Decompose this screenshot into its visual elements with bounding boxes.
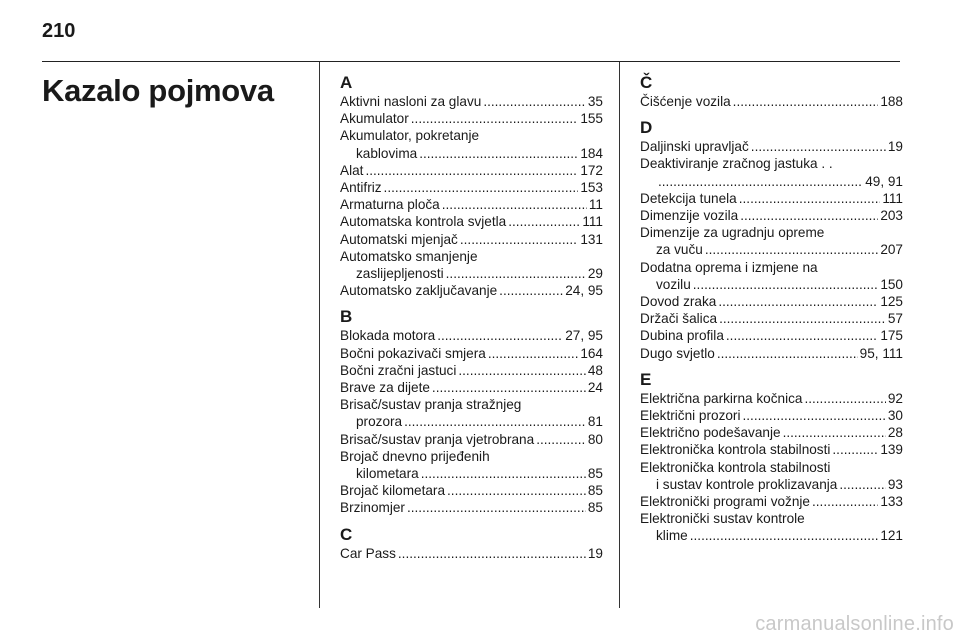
- letter-heading: C: [340, 524, 353, 544]
- dot-leader: [442, 196, 587, 213]
- entry-term: Dimenzije vozila: [640, 208, 739, 224]
- entry-page-ref[interactable]: 175: [880, 328, 903, 344]
- letter-heading: B: [340, 307, 353, 327]
- index-entry: [640, 138, 903, 155]
- entry-term: Dovod zraka: [640, 294, 717, 310]
- letter-heading: E: [640, 369, 652, 389]
- entry-term: i sustav kontrole proklizavanja: [656, 476, 838, 492]
- entry-page-ref[interactable]: 49, 91: [865, 173, 903, 189]
- dot-leader: [804, 390, 885, 407]
- index-entry: [340, 231, 603, 248]
- dot-leader: [740, 207, 878, 224]
- column-divider: [619, 62, 620, 608]
- dot-leader: [446, 265, 586, 282]
- index-entry: [340, 110, 603, 127]
- entry-term: Brzinomjer: [340, 500, 405, 516]
- page-title: Kazalo pojmova: [42, 73, 274, 108]
- dot-leader: [460, 231, 578, 248]
- dot-leader: [717, 345, 858, 362]
- entry-term: Dugo svjetlo: [640, 345, 715, 361]
- entry-term: Automatska kontrola svjetla: [340, 214, 507, 230]
- index-entry: [640, 345, 903, 362]
- dot-leader: [719, 310, 886, 327]
- entry-page-ref[interactable]: 19: [887, 139, 903, 155]
- index-entry: [640, 293, 903, 310]
- dot-leader: [693, 276, 879, 293]
- dot-leader: [718, 293, 878, 310]
- entry-term: Aktivni nasloni za glavu: [340, 94, 482, 109]
- entry-page-ref[interactable]: 188: [880, 94, 903, 109]
- index-entry: [640, 207, 903, 224]
- entry-page-ref[interactable]: 111: [582, 214, 603, 230]
- entry-term: zaslijepljenosti: [356, 266, 444, 282]
- index-entry: [640, 93, 903, 110]
- index-entry: [640, 310, 903, 327]
- column-divider: [319, 62, 320, 608]
- letter-heading: A: [340, 73, 353, 92]
- dot-leader: [488, 345, 578, 362]
- entry-term: Bočni pokazivači smjera: [340, 345, 486, 361]
- dot-leader: [751, 138, 886, 155]
- dot-leader: [690, 527, 879, 544]
- index-entry: [340, 499, 603, 516]
- index-entry: [340, 93, 603, 110]
- entry-term: prozora: [356, 414, 403, 430]
- entry-term: Daljinski upravljač: [640, 139, 749, 155]
- index-entry: [340, 545, 603, 562]
- dot-leader: [437, 327, 563, 344]
- entry-page-ref[interactable]: 164: [580, 345, 603, 361]
- entry-term: Dodatna oprema i izmjene na: [640, 259, 818, 275]
- entry-term: Brojač dnevno prijeđenih: [340, 448, 490, 464]
- dot-leader: [832, 441, 878, 458]
- entry-term: Automatsko smanjenje: [340, 248, 478, 264]
- entry-page-ref[interactable]: 81: [587, 414, 603, 430]
- dot-leader: [421, 465, 586, 482]
- dot-leader: [705, 241, 878, 258]
- entry-term: Blokada motora: [340, 328, 436, 344]
- dot-leader: [783, 424, 886, 441]
- entry-term: klime: [656, 528, 688, 544]
- entry-page-ref[interactable]: 184: [580, 145, 603, 161]
- entry-page-ref[interactable]: 92: [887, 390, 903, 406]
- dot-leader: [407, 499, 586, 516]
- dot-leader: [483, 93, 586, 110]
- entry-term: Armaturna ploča: [340, 197, 440, 213]
- entry-page-ref[interactable]: 125: [880, 294, 903, 310]
- entry-page-ref[interactable]: 57: [887, 311, 903, 327]
- dot-leader: [432, 379, 586, 396]
- entry-page-ref[interactable]: 85: [587, 483, 603, 499]
- entry-term: Elektronička kontrola stabilnosti: [640, 442, 831, 458]
- entry-page-ref[interactable]: 150: [880, 276, 903, 292]
- entry-term: Brave za dijete: [340, 380, 430, 396]
- letter-heading: D: [640, 118, 653, 138]
- index-entry: [640, 510, 903, 544]
- index-entry: [340, 327, 603, 344]
- index-entry: [640, 155, 903, 189]
- dot-leader: [458, 362, 586, 379]
- entry-page-ref[interactable]: 111: [882, 190, 903, 206]
- dot-leader: [726, 327, 878, 344]
- entry-page-ref[interactable]: 19: [587, 545, 603, 561]
- entry-page-ref[interactable]: 80: [587, 431, 603, 447]
- entry-page-ref[interactable]: 24, 95: [565, 283, 603, 299]
- index-entry: [340, 362, 603, 379]
- entry-term: vozilu: [656, 276, 691, 292]
- watermark: carmanualsonline.info: [755, 613, 954, 635]
- entry-page-ref[interactable]: 35: [587, 94, 603, 109]
- entry-term: Brisač/sustav pranja vjetrobrana: [340, 431, 535, 447]
- index-entry: [340, 396, 603, 430]
- index-entry: [340, 282, 603, 299]
- dot-leader: [384, 179, 579, 196]
- index-entry: [640, 390, 903, 407]
- entry-term: Brojač kilometara: [340, 483, 446, 499]
- entry-term: Elektronički sustav kontrole: [640, 511, 805, 527]
- dot-leader: [499, 282, 563, 299]
- entry-term: Deaktiviranje zračnog jastuka . .: [640, 156, 833, 172]
- entry-page-ref[interactable]: 172: [580, 162, 603, 178]
- entry-page-ref[interactable]: 48: [587, 362, 603, 378]
- index-entry: [640, 327, 903, 344]
- dot-leader: [398, 545, 586, 562]
- entry-term: Elektronički programi vožnje: [640, 494, 810, 510]
- dot-leader: [742, 407, 885, 424]
- entry-page-ref[interactable]: 24: [587, 380, 603, 396]
- entry-term: Električno podešavanje: [640, 425, 781, 441]
- dot-leader: [411, 110, 579, 127]
- entry-term: Električni prozori: [640, 408, 741, 424]
- entry-page-ref[interactable]: 29: [587, 266, 603, 282]
- dot-leader: [508, 213, 580, 230]
- entry-page-ref[interactable]: 30: [887, 408, 903, 424]
- index-column-1: [340, 73, 603, 562]
- index-entry: [640, 424, 903, 441]
- entry-term: za vuču: [656, 242, 703, 258]
- entry-term: Automatski mjenjač: [340, 231, 458, 247]
- index-entry: [340, 213, 603, 230]
- entry-term: Bočni zračni jastuci: [340, 362, 457, 378]
- index-entry: [640, 407, 903, 424]
- entry-page-ref[interactable]: 207: [880, 242, 903, 258]
- entry-page-ref[interactable]: 85: [587, 500, 603, 516]
- entry-term: Akumulator, pokretanje: [340, 128, 480, 144]
- dot-leader: [812, 493, 878, 510]
- index-entry: [340, 196, 603, 213]
- entry-page-ref[interactable]: 133: [880, 494, 903, 510]
- index-column-2: [640, 73, 903, 545]
- index-entry: [340, 345, 603, 362]
- dot-leader: [365, 162, 578, 179]
- dot-leader: [839, 476, 886, 493]
- entry-page-ref[interactable]: 93: [887, 476, 903, 492]
- dot-leader: [536, 431, 586, 448]
- index-entry: [340, 162, 603, 179]
- entry-page-ref[interactable]: 153: [580, 180, 603, 196]
- entry-term: Držači šalica: [640, 311, 718, 327]
- entry-term: Brisač/sustav pranja stražnjeg: [340, 397, 522, 413]
- index-entry: [340, 248, 603, 282]
- entry-term: Antifriz: [340, 180, 382, 196]
- entry-term: Čišćenje vozila: [640, 94, 731, 109]
- index-entry: [340, 127, 603, 161]
- entry-page-ref[interactable]: 139: [880, 442, 903, 458]
- entry-page-ref[interactable]: 155: [580, 111, 603, 127]
- entry-term: Automatsko zaključavanje: [340, 283, 498, 299]
- index-entry: [640, 493, 903, 510]
- dot-leader: [739, 190, 881, 207]
- entry-page-ref[interactable]: 121: [880, 528, 903, 544]
- dot-leader: [733, 93, 879, 110]
- entry-term: kablovima: [356, 145, 418, 161]
- entry-term: kilometara: [356, 466, 419, 482]
- page-number: 210: [42, 20, 76, 42]
- index-entry: [340, 379, 603, 396]
- index-entry: [640, 224, 903, 258]
- entry-page-ref[interactable]: 27, 95: [565, 328, 603, 344]
- letter-heading: Č: [640, 73, 653, 92]
- entry-term: Električna parkirna kočnica: [640, 390, 803, 406]
- dot-leader: [658, 173, 863, 190]
- entry-page-ref[interactable]: 203: [880, 208, 903, 224]
- entry-page-ref[interactable]: 85: [587, 466, 603, 482]
- entry-term: Alat: [340, 162, 364, 178]
- entry-term: Detekcija tunela: [640, 190, 737, 206]
- index-entry: [640, 441, 903, 458]
- entry-term: Dubina profila: [640, 328, 724, 344]
- index-entry: [340, 431, 603, 448]
- entry-page-ref[interactable]: 28: [887, 425, 903, 441]
- dot-leader: [404, 413, 586, 430]
- entry-page-ref[interactable]: 11: [588, 197, 603, 213]
- entry-term: Elektronička kontrola stabilnosti: [640, 459, 831, 475]
- index-entry: [640, 259, 903, 293]
- entry-page-ref[interactable]: 131: [580, 231, 603, 247]
- index-entry: [640, 459, 903, 493]
- index-entry: [340, 448, 603, 482]
- dot-leader: [419, 145, 578, 162]
- entry-term: Akumulator: [340, 111, 409, 127]
- header-rule: [42, 61, 900, 62]
- index-entry: [640, 190, 903, 207]
- entry-term: Car Pass: [340, 545, 396, 561]
- entry-page-ref[interactable]: 95, 111: [859, 345, 903, 361]
- dot-leader: [447, 482, 586, 499]
- index-entry: [340, 482, 603, 499]
- entry-term: Dimenzije za ugradnju opreme: [640, 225, 825, 241]
- index-entry: [340, 179, 603, 196]
